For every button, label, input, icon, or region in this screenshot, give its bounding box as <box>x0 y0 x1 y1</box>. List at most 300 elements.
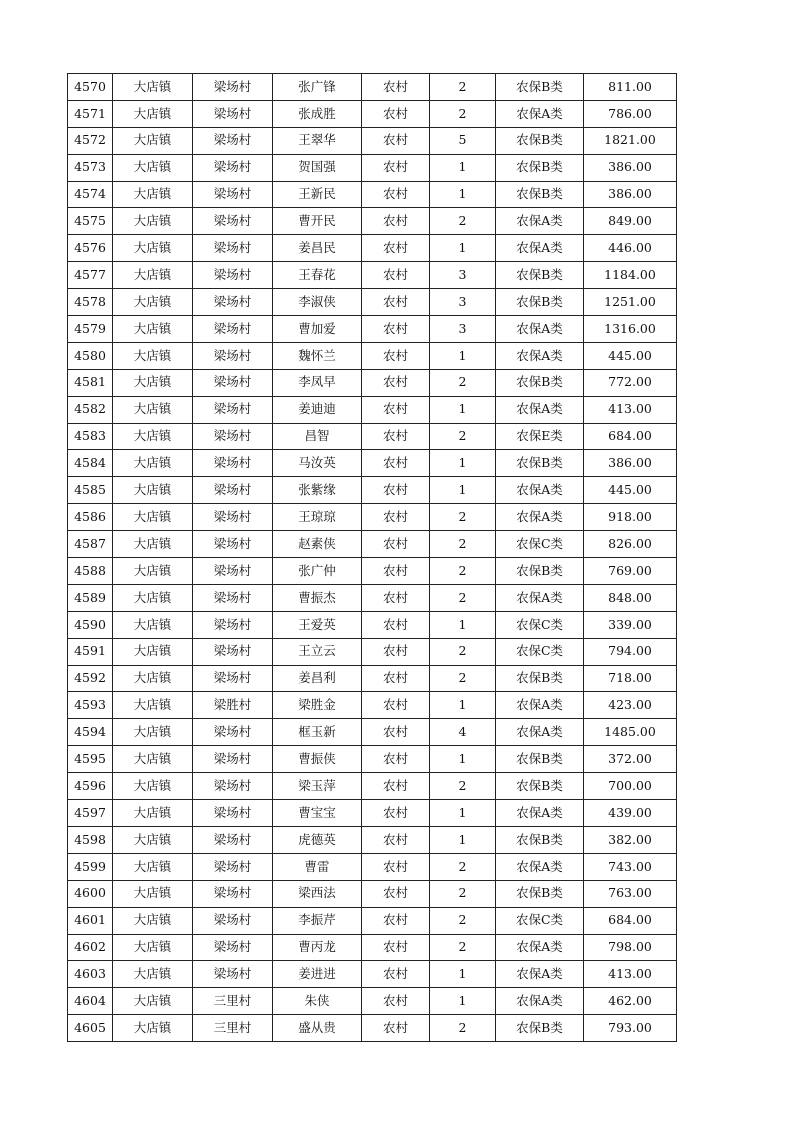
cell-member-count: 3 <box>430 316 496 343</box>
cell-id: 4599 <box>68 853 113 880</box>
cell-member-count: 2 <box>430 423 496 450</box>
cell-household-type: 农村 <box>362 719 430 746</box>
cell-id: 4602 <box>68 934 113 961</box>
cell-name: 曹雷 <box>273 853 362 880</box>
cell-household-type: 农村 <box>362 907 430 934</box>
cell-id: 4580 <box>68 342 113 369</box>
cell-village: 梁场村 <box>193 154 273 181</box>
cell-category: 农保B类 <box>496 558 584 585</box>
cell-town: 大店镇 <box>113 907 193 934</box>
cell-village: 梁场村 <box>193 450 273 477</box>
cell-amount: 1251.00 <box>584 289 677 316</box>
roster-table <box>67 73 677 1042</box>
cell-household-type: 农村 <box>362 289 430 316</box>
cell-member-count: 1 <box>430 961 496 988</box>
cell-town: 大店镇 <box>113 127 193 154</box>
cell-amount: 445.00 <box>584 477 677 504</box>
cell-category: 农保B类 <box>496 880 584 907</box>
cell-id: 4571 <box>68 100 113 127</box>
cell-amount: 684.00 <box>584 423 677 450</box>
cell-village: 梁场村 <box>193 638 273 665</box>
cell-member-count: 3 <box>430 262 496 289</box>
cell-name: 梁玉萍 <box>273 773 362 800</box>
cell-name: 张紫缘 <box>273 477 362 504</box>
cell-category: 农保B类 <box>496 1015 584 1042</box>
cell-id: 4604 <box>68 988 113 1015</box>
cell-amount: 445.00 <box>584 342 677 369</box>
cell-member-count: 1 <box>430 611 496 638</box>
cell-village: 梁场村 <box>193 826 273 853</box>
cell-village: 梁场村 <box>193 342 273 369</box>
cell-village: 梁场村 <box>193 396 273 423</box>
cell-name: 姜昌民 <box>273 235 362 262</box>
cell-amount: 763.00 <box>584 880 677 907</box>
cell-village: 梁场村 <box>193 800 273 827</box>
cell-id: 4576 <box>68 235 113 262</box>
cell-category: 农保B类 <box>496 369 584 396</box>
cell-category: 农保B类 <box>496 181 584 208</box>
cell-category: 农保A类 <box>496 584 584 611</box>
cell-name: 曹宝宝 <box>273 800 362 827</box>
cell-amount: 382.00 <box>584 826 677 853</box>
cell-town: 大店镇 <box>113 289 193 316</box>
cell-member-count: 2 <box>430 907 496 934</box>
cell-id: 4581 <box>68 369 113 396</box>
cell-amount: 413.00 <box>584 961 677 988</box>
cell-id: 4598 <box>68 826 113 853</box>
cell-category: 农保B类 <box>496 154 584 181</box>
cell-member-count: 2 <box>430 208 496 235</box>
table-row <box>68 154 677 181</box>
cell-town: 大店镇 <box>113 1015 193 1042</box>
table-row <box>68 853 677 880</box>
cell-town: 大店镇 <box>113 584 193 611</box>
cell-name: 张广仲 <box>273 558 362 585</box>
cell-household-type: 农村 <box>362 880 430 907</box>
cell-member-count: 4 <box>430 719 496 746</box>
cell-member-count: 2 <box>430 558 496 585</box>
table-row <box>68 773 677 800</box>
cell-town: 大店镇 <box>113 638 193 665</box>
table-row <box>68 127 677 154</box>
cell-village: 梁场村 <box>193 181 273 208</box>
cell-id: 4577 <box>68 262 113 289</box>
cell-household-type: 农村 <box>362 961 430 988</box>
cell-member-count: 5 <box>430 127 496 154</box>
table-row <box>68 289 677 316</box>
cell-village: 梁场村 <box>193 235 273 262</box>
cell-name: 曹振侠 <box>273 746 362 773</box>
cell-town: 大店镇 <box>113 423 193 450</box>
cell-household-type: 农村 <box>362 235 430 262</box>
cell-category: 农保A类 <box>496 100 584 127</box>
cell-member-count: 2 <box>430 638 496 665</box>
cell-member-count: 2 <box>430 369 496 396</box>
cell-category: 农保A类 <box>496 961 584 988</box>
cell-name: 梁胜金 <box>273 692 362 719</box>
cell-amount: 700.00 <box>584 773 677 800</box>
cell-member-count: 2 <box>430 531 496 558</box>
cell-town: 大店镇 <box>113 611 193 638</box>
cell-id: 4601 <box>68 907 113 934</box>
cell-village: 梁场村 <box>193 504 273 531</box>
cell-household-type: 农村 <box>362 100 430 127</box>
table-row <box>68 423 677 450</box>
cell-household-type: 农村 <box>362 1015 430 1042</box>
cell-household-type: 农村 <box>362 638 430 665</box>
cell-name: 马汝英 <box>273 450 362 477</box>
cell-category: 农保B类 <box>496 127 584 154</box>
cell-category: 农保C类 <box>496 907 584 934</box>
cell-member-count: 2 <box>430 584 496 611</box>
cell-village: 梁场村 <box>193 558 273 585</box>
cell-household-type: 农村 <box>362 208 430 235</box>
table-row <box>68 316 677 343</box>
cell-village: 梁场村 <box>193 584 273 611</box>
cell-amount: 462.00 <box>584 988 677 1015</box>
cell-category: 农保A类 <box>496 504 584 531</box>
cell-name: 姜昌利 <box>273 665 362 692</box>
cell-id: 4600 <box>68 880 113 907</box>
cell-household-type: 农村 <box>362 127 430 154</box>
cell-name: 李淑侠 <box>273 289 362 316</box>
cell-town: 大店镇 <box>113 692 193 719</box>
table-row <box>68 611 677 638</box>
cell-member-count: 2 <box>430 504 496 531</box>
table-row <box>68 342 677 369</box>
cell-household-type: 农村 <box>362 611 430 638</box>
roster-table-body <box>68 74 677 1042</box>
cell-member-count: 2 <box>430 1015 496 1042</box>
cell-id: 4585 <box>68 477 113 504</box>
cell-household-type: 农村 <box>362 853 430 880</box>
cell-category: 农保B类 <box>496 773 584 800</box>
cell-member-count: 1 <box>430 342 496 369</box>
cell-category: 农保A类 <box>496 853 584 880</box>
cell-town: 大店镇 <box>113 181 193 208</box>
cell-household-type: 农村 <box>362 934 430 961</box>
cell-amount: 793.00 <box>584 1015 677 1042</box>
cell-category: 农保A类 <box>496 316 584 343</box>
cell-id: 4587 <box>68 531 113 558</box>
table-row <box>68 396 677 423</box>
cell-town: 大店镇 <box>113 826 193 853</box>
cell-amount: 918.00 <box>584 504 677 531</box>
cell-amount: 386.00 <box>584 181 677 208</box>
cell-town: 大店镇 <box>113 988 193 1015</box>
cell-town: 大店镇 <box>113 531 193 558</box>
cell-member-count: 1 <box>430 692 496 719</box>
cell-village: 梁场村 <box>193 880 273 907</box>
table-row <box>68 746 677 773</box>
cell-household-type: 农村 <box>362 746 430 773</box>
cell-household-type: 农村 <box>362 423 430 450</box>
cell-town: 大店镇 <box>113 477 193 504</box>
cell-household-type: 农村 <box>362 988 430 1015</box>
cell-member-count: 1 <box>430 988 496 1015</box>
cell-village: 梁场村 <box>193 531 273 558</box>
cell-household-type: 农村 <box>362 773 430 800</box>
cell-id: 4588 <box>68 558 113 585</box>
cell-id: 4572 <box>68 127 113 154</box>
cell-household-type: 农村 <box>362 154 430 181</box>
cell-household-type: 农村 <box>362 531 430 558</box>
cell-name: 曹丙龙 <box>273 934 362 961</box>
cell-name: 王新民 <box>273 181 362 208</box>
cell-name: 姜迪迪 <box>273 396 362 423</box>
cell-category: 农保A类 <box>496 342 584 369</box>
cell-town: 大店镇 <box>113 746 193 773</box>
cell-village: 梁场村 <box>193 262 273 289</box>
cell-amount: 1821.00 <box>584 127 677 154</box>
cell-town: 大店镇 <box>113 316 193 343</box>
cell-name: 王春花 <box>273 262 362 289</box>
cell-village: 梁场村 <box>193 611 273 638</box>
cell-name: 王琼琼 <box>273 504 362 531</box>
cell-household-type: 农村 <box>362 342 430 369</box>
cell-village: 梁场村 <box>193 961 273 988</box>
table-row <box>68 208 677 235</box>
cell-name: 姜进进 <box>273 961 362 988</box>
cell-amount: 1485.00 <box>584 719 677 746</box>
cell-category: 农保A类 <box>496 208 584 235</box>
cell-household-type: 农村 <box>362 369 430 396</box>
cell-id: 4591 <box>68 638 113 665</box>
table-row <box>68 692 677 719</box>
cell-amount: 772.00 <box>584 369 677 396</box>
table-row <box>68 800 677 827</box>
cell-category: 农保B类 <box>496 74 584 101</box>
cell-id: 4592 <box>68 665 113 692</box>
cell-village: 梁场村 <box>193 853 273 880</box>
table-row <box>68 181 677 208</box>
cell-category: 农保B类 <box>496 746 584 773</box>
cell-name: 李振芹 <box>273 907 362 934</box>
cell-name: 魏怀兰 <box>273 342 362 369</box>
cell-town: 大店镇 <box>113 558 193 585</box>
cell-town: 大店镇 <box>113 504 193 531</box>
table-row <box>68 665 677 692</box>
cell-village: 梁场村 <box>193 316 273 343</box>
cell-amount: 769.00 <box>584 558 677 585</box>
cell-household-type: 农村 <box>362 181 430 208</box>
cell-amount: 446.00 <box>584 235 677 262</box>
cell-id: 4584 <box>68 450 113 477</box>
table-row <box>68 880 677 907</box>
cell-amount: 848.00 <box>584 584 677 611</box>
cell-amount: 849.00 <box>584 208 677 235</box>
cell-id: 4575 <box>68 208 113 235</box>
table-row <box>68 934 677 961</box>
cell-amount: 1316.00 <box>584 316 677 343</box>
table-row <box>68 907 677 934</box>
cell-id: 4605 <box>68 1015 113 1042</box>
cell-name: 张广锋 <box>273 74 362 101</box>
cell-id: 4583 <box>68 423 113 450</box>
cell-village: 梁场村 <box>193 934 273 961</box>
cell-id: 4593 <box>68 692 113 719</box>
cell-amount: 1184.00 <box>584 262 677 289</box>
cell-category: 农保C类 <box>496 638 584 665</box>
table-row <box>68 531 677 558</box>
cell-town: 大店镇 <box>113 773 193 800</box>
cell-category: 农保E类 <box>496 423 584 450</box>
table-row <box>68 1015 677 1042</box>
table-row <box>68 262 677 289</box>
cell-village: 梁场村 <box>193 127 273 154</box>
cell-member-count: 1 <box>430 826 496 853</box>
cell-name: 框玉新 <box>273 719 362 746</box>
cell-name: 盛从贵 <box>273 1015 362 1042</box>
table-row <box>68 719 677 746</box>
cell-town: 大店镇 <box>113 262 193 289</box>
cell-name: 王爱英 <box>273 611 362 638</box>
table-row <box>68 988 677 1015</box>
cell-household-type: 农村 <box>362 692 430 719</box>
cell-household-type: 农村 <box>362 316 430 343</box>
cell-category: 农保A类 <box>496 934 584 961</box>
cell-household-type: 农村 <box>362 558 430 585</box>
cell-id: 4603 <box>68 961 113 988</box>
cell-household-type: 农村 <box>362 396 430 423</box>
cell-amount: 826.00 <box>584 531 677 558</box>
cell-category: 农保B类 <box>496 450 584 477</box>
cell-name: 李凤早 <box>273 369 362 396</box>
cell-category: 农保B类 <box>496 665 584 692</box>
cell-village: 三里村 <box>193 988 273 1015</box>
cell-amount: 794.00 <box>584 638 677 665</box>
cell-amount: 372.00 <box>584 746 677 773</box>
cell-amount: 684.00 <box>584 907 677 934</box>
cell-category: 农保A类 <box>496 477 584 504</box>
cell-village: 梁场村 <box>193 477 273 504</box>
cell-household-type: 农村 <box>362 504 430 531</box>
cell-village: 梁场村 <box>193 423 273 450</box>
table-row <box>68 100 677 127</box>
cell-name: 朱侠 <box>273 988 362 1015</box>
cell-member-count: 2 <box>430 74 496 101</box>
cell-id: 4579 <box>68 316 113 343</box>
table-row <box>68 450 677 477</box>
cell-town: 大店镇 <box>113 450 193 477</box>
cell-household-type: 农村 <box>362 477 430 504</box>
cell-town: 大店镇 <box>113 369 193 396</box>
cell-town: 大店镇 <box>113 154 193 181</box>
cell-category: 农保A类 <box>496 235 584 262</box>
cell-town: 大店镇 <box>113 74 193 101</box>
cell-id: 4590 <box>68 611 113 638</box>
cell-town: 大店镇 <box>113 396 193 423</box>
cell-name: 昌智 <box>273 423 362 450</box>
cell-member-count: 1 <box>430 800 496 827</box>
cell-id: 4597 <box>68 800 113 827</box>
cell-household-type: 农村 <box>362 584 430 611</box>
table-row <box>68 369 677 396</box>
cell-category: 农保B类 <box>496 262 584 289</box>
cell-id: 4578 <box>68 289 113 316</box>
table-row <box>68 74 677 101</box>
cell-id: 4570 <box>68 74 113 101</box>
cell-village: 梁场村 <box>193 719 273 746</box>
cell-village: 梁场村 <box>193 665 273 692</box>
cell-amount: 786.00 <box>584 100 677 127</box>
cell-household-type: 农村 <box>362 826 430 853</box>
table-row <box>68 477 677 504</box>
cell-member-count: 1 <box>430 477 496 504</box>
cell-member-count: 1 <box>430 181 496 208</box>
cell-village: 三里村 <box>193 1015 273 1042</box>
cell-town: 大店镇 <box>113 208 193 235</box>
cell-name: 曹开民 <box>273 208 362 235</box>
cell-id: 4573 <box>68 154 113 181</box>
cell-member-count: 2 <box>430 853 496 880</box>
cell-member-count: 1 <box>430 154 496 181</box>
cell-village: 梁场村 <box>193 773 273 800</box>
cell-id: 4595 <box>68 746 113 773</box>
cell-amount: 718.00 <box>584 665 677 692</box>
cell-member-count: 1 <box>430 746 496 773</box>
cell-id: 4589 <box>68 584 113 611</box>
cell-member-count: 2 <box>430 880 496 907</box>
cell-name: 张成胜 <box>273 100 362 127</box>
cell-category: 农保B类 <box>496 289 584 316</box>
cell-amount: 386.00 <box>584 154 677 181</box>
table-row <box>68 584 677 611</box>
cell-village: 梁场村 <box>193 208 273 235</box>
cell-town: 大店镇 <box>113 665 193 692</box>
cell-name: 虎德英 <box>273 826 362 853</box>
cell-category: 农保A类 <box>496 692 584 719</box>
cell-amount: 413.00 <box>584 396 677 423</box>
cell-town: 大店镇 <box>113 853 193 880</box>
cell-category: 农保A类 <box>496 719 584 746</box>
cell-amount: 811.00 <box>584 74 677 101</box>
table-row <box>68 826 677 853</box>
cell-town: 大店镇 <box>113 961 193 988</box>
cell-member-count: 2 <box>430 100 496 127</box>
cell-category: 农保C类 <box>496 611 584 638</box>
cell-name: 贺国强 <box>273 154 362 181</box>
cell-member-count: 1 <box>430 396 496 423</box>
cell-town: 大店镇 <box>113 100 193 127</box>
cell-household-type: 农村 <box>362 262 430 289</box>
cell-town: 大店镇 <box>113 880 193 907</box>
cell-category: 农保B类 <box>496 826 584 853</box>
cell-category: 农保C类 <box>496 531 584 558</box>
cell-village: 梁场村 <box>193 907 273 934</box>
cell-household-type: 农村 <box>362 800 430 827</box>
table-row <box>68 558 677 585</box>
cell-member-count: 1 <box>430 235 496 262</box>
cell-member-count: 3 <box>430 289 496 316</box>
cell-household-type: 农村 <box>362 450 430 477</box>
cell-amount: 386.00 <box>584 450 677 477</box>
cell-town: 大店镇 <box>113 934 193 961</box>
cell-member-count: 2 <box>430 934 496 961</box>
table-row <box>68 504 677 531</box>
cell-name: 曹振杰 <box>273 584 362 611</box>
cell-amount: 798.00 <box>584 934 677 961</box>
cell-village: 梁场村 <box>193 74 273 101</box>
cell-town: 大店镇 <box>113 235 193 262</box>
cell-village: 梁场村 <box>193 289 273 316</box>
cell-id: 4574 <box>68 181 113 208</box>
table-row <box>68 235 677 262</box>
cell-name: 赵素侠 <box>273 531 362 558</box>
cell-village: 梁场村 <box>193 100 273 127</box>
cell-category: 农保A类 <box>496 988 584 1015</box>
table-row <box>68 961 677 988</box>
